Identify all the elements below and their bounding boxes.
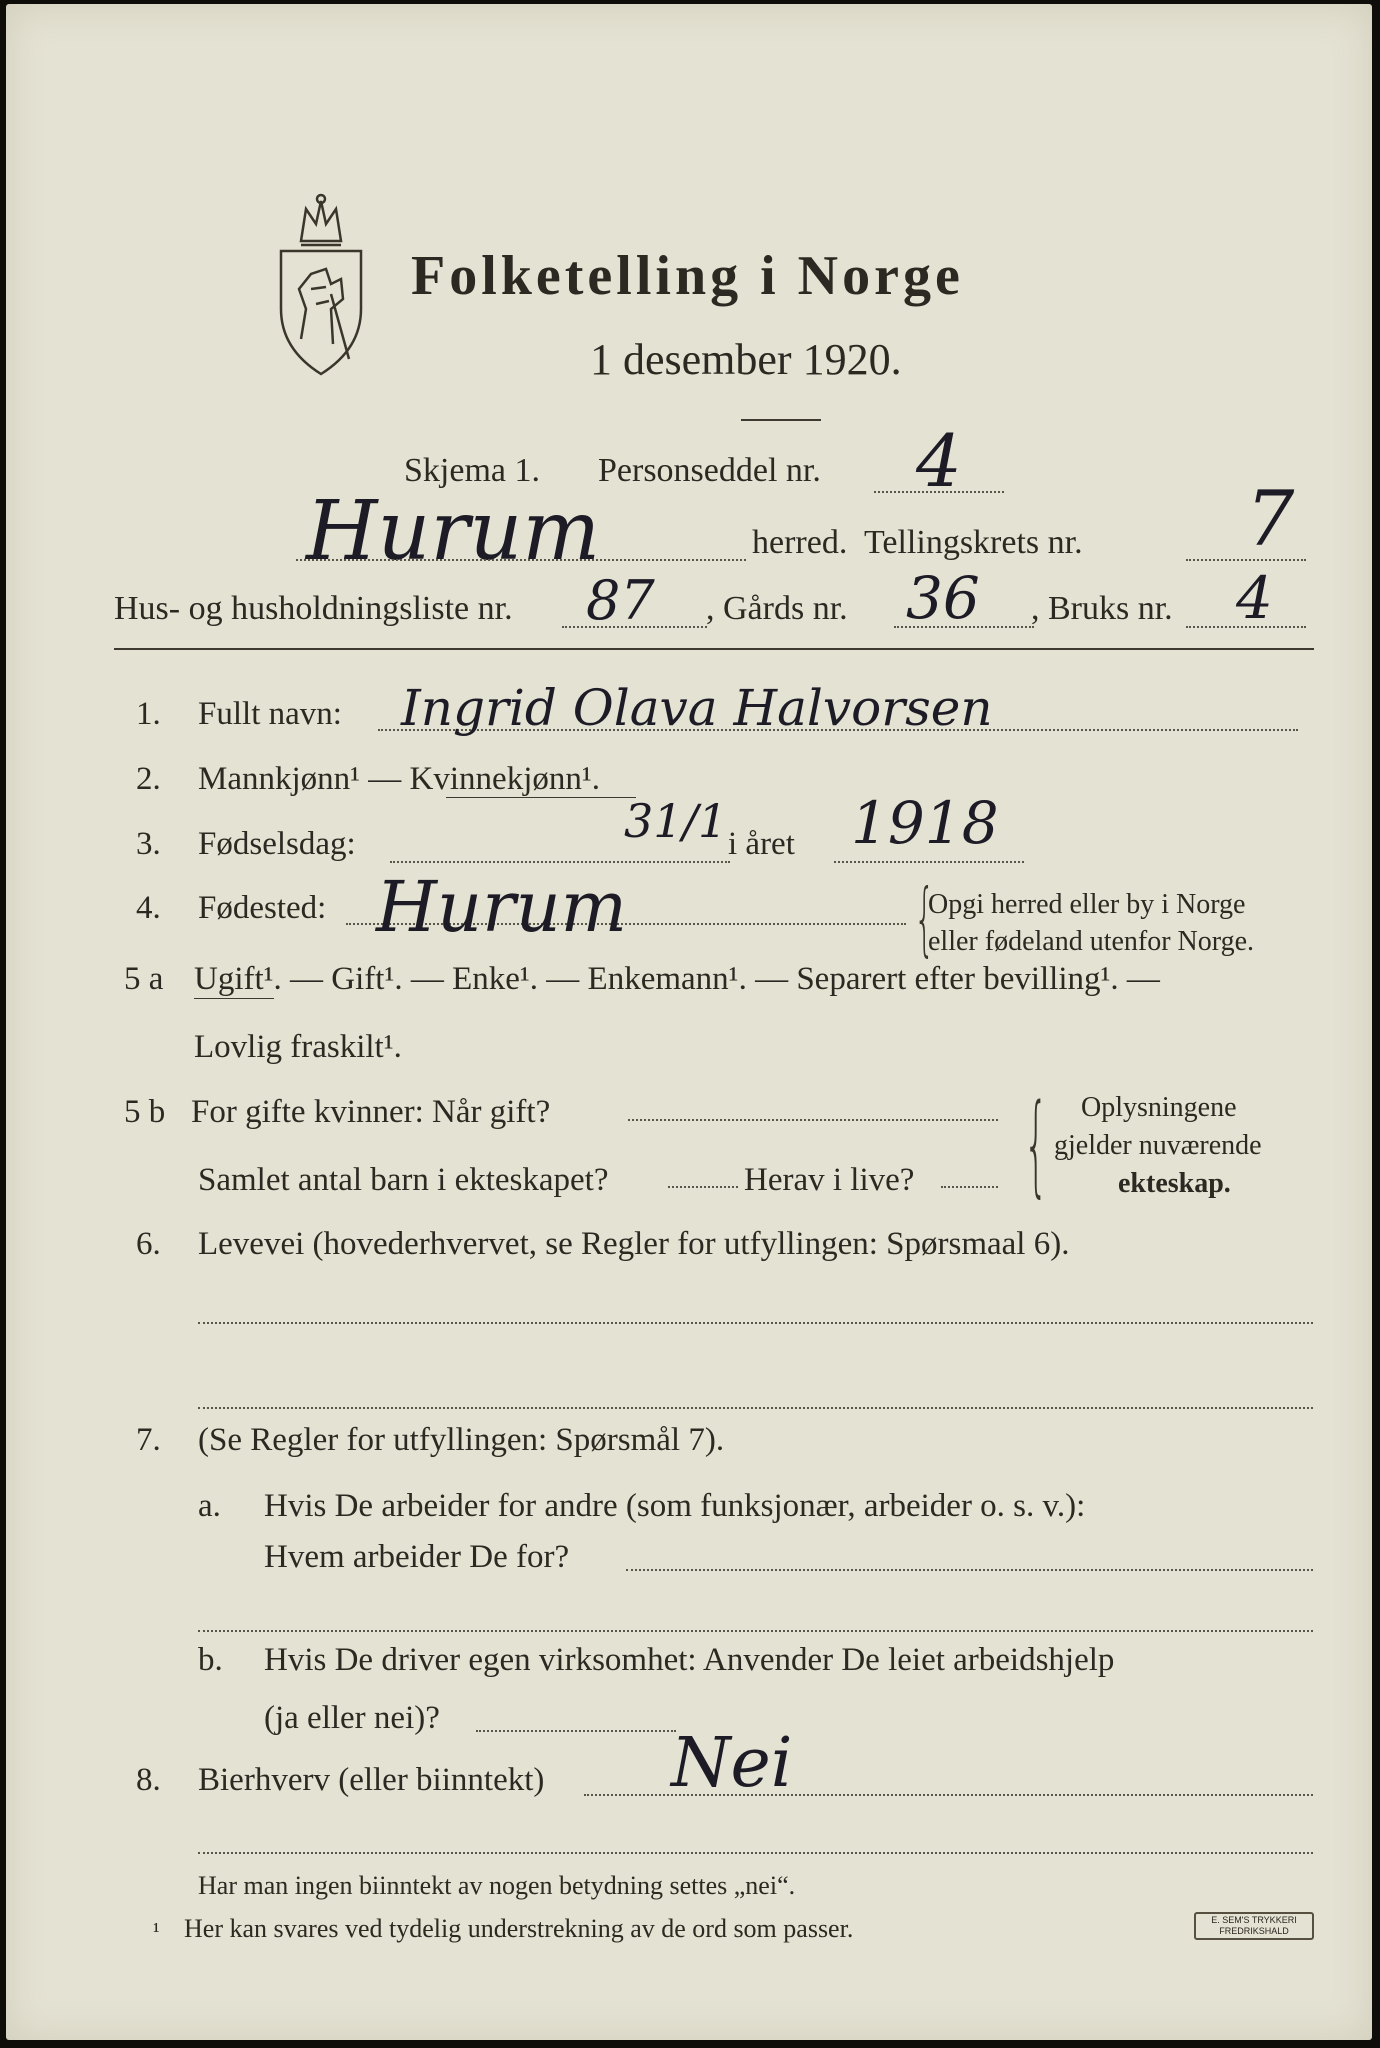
birthplace-note-brace: {: [914, 872, 935, 965]
q2-number: 2.: [136, 761, 161, 797]
printer-stamp-line2: FREDRIKSHALD: [1219, 1926, 1289, 1936]
husholdningsliste-label: Hus- og husholdningsliste nr.: [114, 590, 513, 627]
bruks-value[interactable]: 4: [1236, 564, 1273, 632]
gards-value[interactable]: 36: [906, 564, 980, 632]
herred-value[interactable]: Hurum: [306, 484, 601, 579]
hired-help-field-line: [476, 1730, 676, 1732]
birth-year-value[interactable]: 1918: [851, 789, 999, 857]
side-income-field-line-2: [198, 1852, 1313, 1854]
personseddel-label: Personseddel nr.: [598, 452, 821, 489]
q3-number: 3.: [136, 826, 161, 862]
q5b-number: 5 b: [124, 1094, 166, 1130]
q6-number: 6.: [136, 1226, 161, 1262]
marriage-note-brace: {: [1023, 1080, 1049, 1208]
full-name-value[interactable]: Ingrid Olava Halvorsen: [401, 679, 993, 737]
husholdningsliste-value[interactable]: 87: [586, 569, 655, 632]
side-income-value[interactable]: Nei: [671, 1724, 793, 1803]
tellingskrets-value[interactable]: 7: [1246, 474, 1295, 563]
birthday-field-line: [390, 861, 730, 863]
q8-number: 8.: [136, 1762, 161, 1798]
norway-coat-of-arms-icon: [271, 179, 371, 379]
children-total-label: Samlet antal barn i ekteskapet?: [198, 1162, 609, 1198]
marriage-note-line3: ekteskap.: [1118, 1168, 1231, 1199]
tellingskrets-label: Tellingskrets nr.: [864, 524, 1083, 561]
q7a-number: a.: [198, 1488, 221, 1524]
birth-year-label: i året: [728, 826, 795, 862]
marital-status-options-line2: Lovlig fraskilt¹.: [194, 1029, 402, 1065]
kvinnekjonn-underline: [446, 797, 636, 798]
personseddel-value[interactable]: 4: [916, 419, 962, 503]
q4-number: 4.: [136, 890, 161, 926]
header-divider: [114, 648, 1314, 650]
q4-label: Fødested:: [198, 890, 327, 926]
marriage-note-line1: Oplysningene: [1081, 1092, 1237, 1123]
q7a-line1: Hvis De arbeider for andre (som funksjonær, arbeider o. s. v.):: [264, 1488, 1086, 1524]
birthplace-value[interactable]: Hurum: [376, 866, 628, 948]
q5a-number: 5 a: [124, 961, 164, 997]
occupation-field-line-2: [198, 1407, 1313, 1409]
bruks-label: , Bruks nr.: [1031, 590, 1173, 627]
q7-number: 7.: [136, 1422, 161, 1458]
employer-field-line-1: [626, 1569, 1313, 1571]
hired-help-label: (ja eller nei)?: [264, 1700, 440, 1736]
birth-year-field-line: [834, 861, 1024, 863]
printer-stamp-line1: E. SEM'S TRYKKERI: [1211, 1915, 1297, 1925]
q1-label: Fullt navn:: [198, 696, 342, 732]
title-divider: [741, 419, 821, 421]
occupation-field-line-1: [198, 1322, 1313, 1324]
employer-field-line-2: [198, 1630, 1313, 1632]
footnote-marker: ¹: [153, 1918, 160, 1943]
married-when-field-line: [628, 1119, 998, 1121]
gards-label: , Gårds nr.: [706, 590, 848, 627]
q7-label: (Se Regler for utfyllingen: Spørsmål 7).: [198, 1422, 725, 1458]
sex-options: Mannkjønn¹ — Kvinnekjønn¹.: [198, 761, 601, 797]
employer-label: Hvem arbeider De for?: [264, 1539, 570, 1575]
skjema-label: Skjema 1.: [404, 452, 540, 489]
printer-stamp: [1194, 1912, 1314, 1940]
q1-number: 1.: [136, 696, 161, 732]
herred-label: herred.: [752, 524, 848, 561]
children-total-field-line: [668, 1186, 738, 1188]
birthplace-note-line2: eller fødeland utenfor Norge.: [928, 926, 1255, 957]
side-income-note: Har man ingen biinntekt av nogen betydning settes „nei“.: [198, 1871, 796, 1900]
birthplace-note-line1: Opgi herred eller by i Norge: [928, 889, 1246, 920]
footnote-text: Her kan svares ved tydelig understrekning av de ord som passer.: [184, 1914, 854, 1943]
side-income-label: Bierhverv (eller biinntekt): [198, 1762, 545, 1798]
census-date: 1 desember 1920.: [590, 335, 902, 384]
q7b-number: b.: [198, 1642, 223, 1678]
census-form-sheet: [6, 4, 1372, 2040]
ugift-underline: [194, 998, 274, 999]
q3-label: Fødselsdag:: [198, 826, 356, 862]
children-alive-label: Herav i live?: [744, 1162, 915, 1198]
children-alive-field-line: [941, 1186, 998, 1188]
occupation-label: Levevei (hovederhvervet, se Regler for utfyllingen: Spørsmaal 6).: [198, 1226, 1070, 1262]
q7b-line1: Hvis De driver egen virksomhet: Anvender De leiet arbeidshjelp: [264, 1642, 1115, 1678]
married-when-label: For gifte kvinner: Når gift?: [191, 1094, 551, 1130]
marriage-note-line2: gjelder nuværende: [1054, 1130, 1262, 1161]
birthday-value[interactable]: 31/1: [624, 794, 728, 848]
form-title: Folketelling i Norge: [411, 245, 964, 307]
marital-status-options: Ugift¹. — Gift¹. — Enke¹. — Enkemann¹. — Separert efter bevilling¹. —: [194, 961, 1160, 997]
herred-field-line: [296, 559, 746, 561]
